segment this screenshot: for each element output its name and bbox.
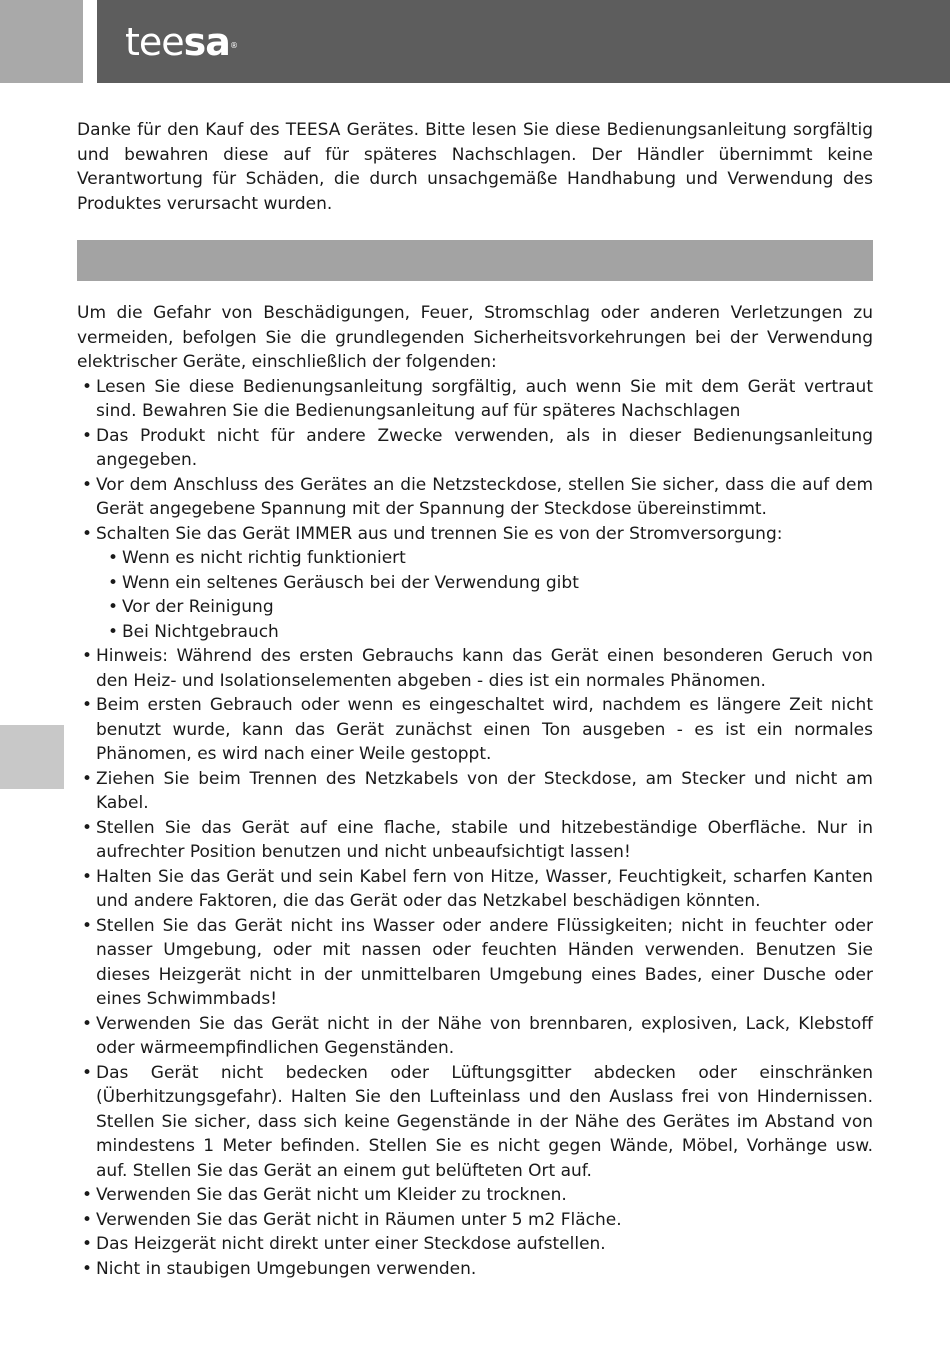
list-item: • Vor dem Anschluss des Gerätes an die Netzsteckdose, stellen Sie sicher, dass die auf dem Gerät angegebene Spannung mit der Spannung der Steckdose übereinstimmt. [77, 473, 873, 522]
header-bar [97, 0, 950, 83]
list-item: • Lesen Sie diese Bedienungsanleitung sorgfältig, auch wenn Sie mit dem Gerät vertraut sind. Bewahren Sie die Bedienungsanleitung auf für späteres Nachschlagen [77, 375, 873, 424]
logo-registered-mark: ® [229, 41, 237, 50]
safety-list [77, 375, 873, 547]
list-item: • Verwenden Sie das Gerät nicht in Räumen unter 5 m2 Fläche. [77, 1208, 873, 1233]
list-item: • Stellen Sie das Gerät nicht ins Wasser oder andere Flüssigkeiten; nicht in feuchter oder nasser Umgebung, oder mit nassen oder feuchten Händen verwenden. Benutzen Sie dieses Heizgerät nicht in der unmittelbaren Umgebung eines Bades, einer Dusche oder eines Schwimmbads! [77, 914, 873, 1012]
list-item: • Schalten Sie das Gerät IMMER aus und trennen Sie es von der Stromversorgung: [77, 522, 873, 547]
side-tab [0, 725, 64, 789]
sub-list-item: • Wenn es nicht richtig funktioniert [77, 546, 873, 571]
list-item: • Beim ersten Gebrauch oder wenn es eingeschaltet wird, nachdem es längere Zeit nicht benutzt wurde, kann das Gerät zunächst einen Ton ausgeben - es ist ein normales Phänomen, es wird nach einer Weile gestoppt. [77, 693, 873, 767]
intro-paragraph: Danke für den Kauf des TEESA Gerätes. Bitte lesen Sie diese Bedienungsanleitung sorgfältig und bewahren diese auf für späteres Nachschlagen. Der Händler übernimmt keine Verantwortung für Schäden, die durch unsachgemäße Handhabung und Verwendung des Produktes verursacht wurden. [77, 120, 873, 214]
list-item: • Verwenden Sie das Gerät nicht um Kleider zu trocknen. [77, 1183, 873, 1208]
list-item: • Das Heizgerät nicht direkt unter einer Steckdose aufstellen. [77, 1232, 873, 1257]
sub-list-item: • Wenn ein seltenes Geräusch bei der Verwendung gibt [77, 571, 873, 596]
list-item: • Hinweis: Während des ersten Gebrauchs kann das Gerät einen besonderen Geruch von den Heiz- und Isolationselementen abgeben - dies ist ein normales Phänomen. [77, 644, 873, 693]
list-item: • Nicht in staubigen Umgebungen verwenden. [77, 1257, 873, 1282]
list-item: • Stellen Sie das Gerät auf eine flache, stabile und hitzebeständige Oberfläche. Nur in aufrechter Position benutzen und nicht unbeaufsichtigt lassen! [77, 816, 873, 865]
section-heading-bar [77, 240, 873, 281]
list-item: • Das Gerät nicht bedecken oder Lüftungsgitter abdecken oder einschränken (Überhitzungsgefahr). Halten Sie den Lufteinlass und den Auslass frei von Hindernissen. Stellen Sie sicher, dass sich keine Gegenstände in der Nähe des Gerätes im Abstand von mindestens 1 Meter befinden. Stellen Sie es nicht gegen Wände, Möbel, Vorhänge usw. auf. Stellen Sie das Gerät an einem gut belüfteten Ort auf. [77, 1061, 873, 1184]
safety-list-continued [77, 644, 873, 1281]
corner-block [0, 0, 83, 83]
sub-list-item: • Vor der Reinigung [77, 595, 873, 620]
logo-accent: sa [183, 20, 230, 64]
logo-main: tee [125, 20, 184, 64]
teesa-logo [125, 18, 237, 66]
power-off-sublist [77, 546, 873, 644]
safety-lead: Um die Gefahr von Beschädigungen, Feuer, Stromschlag oder anderen Verletzungen zu vermeiden, befolgen Sie die grundlegenden Sicherheitsvorkehrungen bei der Verwendung elektrischer Geräte, einschließlich der folgenden: [77, 303, 873, 372]
list-item: • Das Produkt nicht für andere Zwecke verwenden, als in dieser Bedienungsanleitung angegeben. [77, 424, 873, 473]
sub-list-item: • Bei Nichtgebrauch [77, 620, 873, 645]
list-item: • Ziehen Sie beim Trennen des Netzkabels von der Steckdose, am Stecker und nicht am Kabel. [77, 767, 873, 816]
safety-section [77, 301, 873, 1281]
list-item: • Verwenden Sie das Gerät nicht in der Nähe von brennbaren, explosiven, Lack, Klebstoff oder wärmeempfindlichen Gegenständen. [77, 1012, 873, 1061]
list-item: • Halten Sie das Gerät und sein Kabel fern von Hitze, Wasser, Feuchtigkeit, scharfen Kanten und andere Faktoren, die das Gerät oder das Netzkabel beschädigen könnten. [77, 865, 873, 914]
